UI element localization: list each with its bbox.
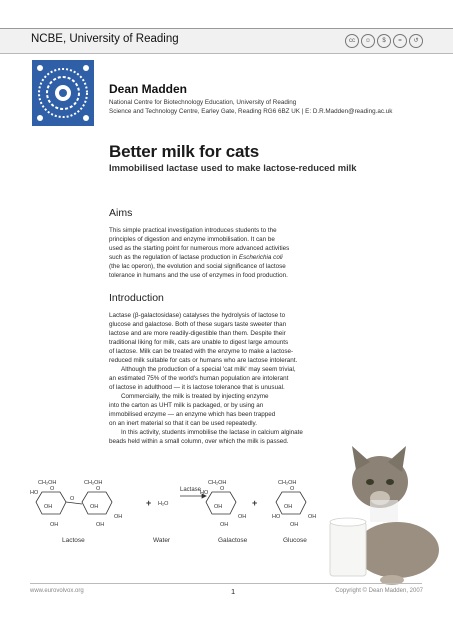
ch2oh-label: CH₂OH [278, 480, 297, 486]
lactose-hydrolysis-diagram [30, 470, 330, 560]
ncbe-logo [32, 60, 94, 126]
text-line: of lactose in adulthood — it is lactose tolerance that is unusual. [109, 384, 285, 391]
text-line: Although the production of a special 'cat milk' may seem trivial, [121, 366, 296, 373]
text-line: into the carton as UHT milk is packaged, or by using an [109, 402, 264, 409]
ch2oh-label: CH₂OH [84, 480, 103, 486]
text-line: lactose and are more readily-digestible than them. Despite their [109, 330, 286, 337]
page-title: Better milk for cats [109, 142, 259, 161]
ring-o-label: O [50, 486, 55, 492]
oh-label: OH [238, 514, 247, 520]
glucose-label: Glucose [283, 537, 307, 544]
ch2oh-label: CH₂OH [208, 480, 227, 486]
affiliation-line: National Centre for Biotechnology Education, University of Reading [109, 99, 297, 106]
ring-o-label: O [290, 486, 295, 492]
author-name: Dean Madden [109, 82, 188, 96]
license-icons [345, 34, 423, 48]
nd-icon: = [393, 34, 407, 48]
oh-label: OH [290, 522, 299, 528]
kitten-drinking-milk-photo [322, 440, 442, 590]
text-line: In this activity, students immobilise the lactase in calcium alginate [121, 429, 303, 436]
ch2oh-label: CH₂OH [38, 480, 57, 486]
ring-o-label: O [220, 486, 225, 492]
oh-label: OH [90, 504, 99, 510]
oh-label: OH [308, 514, 317, 520]
affiliation-line: Science and Technology Centre, Earley Gate, Reading RG6 6BZ UK | E: D.R.Madden@reading.ac.uk [109, 107, 393, 115]
text-line: on an inert material so that it can be used repeatedly. [109, 420, 257, 427]
text-line: an estimated 75% of the world's human population are intolerant [109, 375, 289, 382]
text-line: Commercially, the milk is treated by injecting enzyme [121, 393, 269, 400]
by-icon: ☺ [361, 34, 375, 48]
footer-divider [30, 583, 422, 584]
galactose-label: Galactose [218, 537, 248, 544]
lactose-label: Lactose [62, 537, 85, 544]
text-line: immobilised enzyme — an enzyme which has been trapped [109, 411, 276, 418]
sa-icon: ↺ [409, 34, 423, 48]
text-line: This simple practical investigation introduces students to the [109, 227, 277, 234]
oh-label: OH [214, 504, 223, 510]
text-line: principles of digestion and enzyme immobilisation. It can be [109, 236, 275, 243]
text-line: such as the regulation of lactase production in Escherichia coli [109, 254, 283, 261]
text-line: beads held within a small column, over which the milk is passed. [109, 438, 289, 445]
page-subtitle: Immobilised lactase used to make lactose-reduced milk [109, 162, 357, 173]
author-affiliation [109, 99, 439, 116]
ring-o-label: O [96, 486, 101, 492]
footer-copyright: Copyright © Dean Madden, 2007 [335, 588, 423, 594]
oh-label: OH [50, 522, 59, 528]
ho-label: HO [200, 490, 209, 496]
header-bar [0, 28, 453, 54]
oh-label: OH [96, 522, 105, 528]
nc-icon: $ [377, 34, 391, 48]
footer-website: www.eurovolvox.org [30, 588, 84, 594]
cc-icon: cc [345, 34, 359, 48]
oh-label: OH [44, 504, 53, 510]
plus-sign: + [252, 498, 258, 508]
ho-label: HO [272, 514, 281, 520]
page-number: 1 [231, 587, 236, 596]
ho-label: HO [30, 490, 39, 496]
water-formula: H₂O [158, 501, 169, 507]
ring-o-label: O [70, 496, 75, 502]
introduction-text [109, 311, 414, 446]
oh-label: OH [284, 504, 293, 510]
text-line: tolerance in humans and the use of enzymes in food production. [109, 272, 288, 279]
text-line: of lactose. Milk can be treated with the enzyme to make a lactose- [109, 348, 294, 355]
oh-label: OH [114, 514, 123, 520]
water-label: Water [153, 537, 171, 544]
header-title: NCBE, University of Reading [31, 33, 179, 45]
text-line: Lactase (β-galactosidase) catalyses the hydrolysis of lactose to [109, 312, 286, 319]
text-line: reduced milk suitable for cats or humans who are lactose intolerant. [109, 357, 298, 364]
introduction-heading: Introduction [109, 292, 164, 304]
enzyme-label: Lactase [180, 487, 202, 493]
text-line: (the lac operon), the evolution and social significance of lactose [109, 263, 286, 270]
aims-heading: Aims [109, 207, 133, 219]
oh-label: OH [220, 522, 229, 528]
aims-text [109, 226, 414, 280]
text-line: used as the starting point for numerous more advanced activities [109, 245, 290, 252]
text-line: glucose and galactose. Both of these sugars taste sweeter than [109, 321, 287, 328]
plus-sign: + [146, 498, 152, 508]
text-line: traditional liking for milk, cats are unable to digest large amounts [109, 339, 289, 346]
